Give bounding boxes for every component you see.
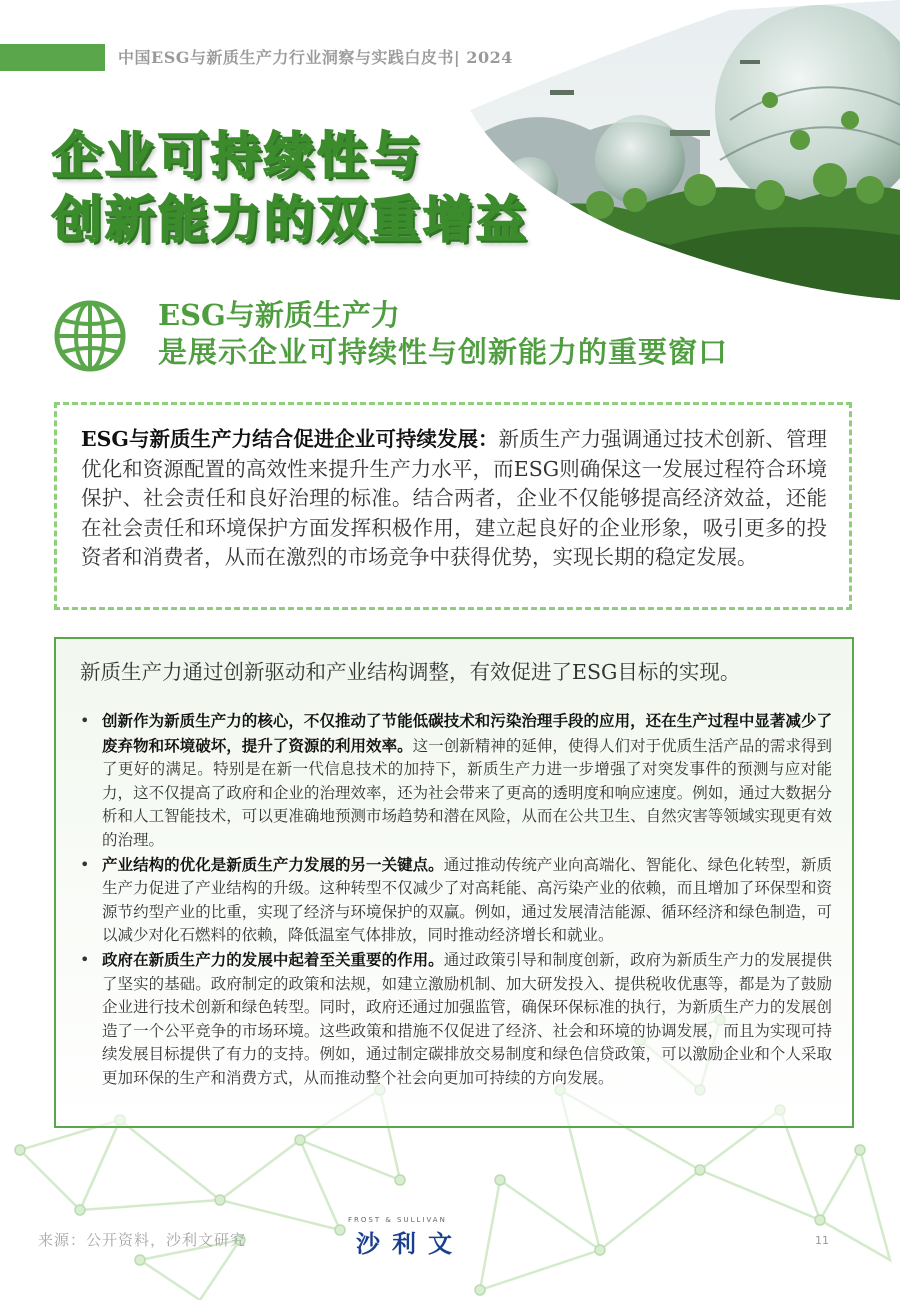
bullet-bold: 产业结构的优化是新质生产力发展的另一关键点。 [102,854,444,874]
globe-icon [52,298,128,374]
page-number: 11 [815,1234,829,1247]
title-line-1: 企业可持续性与 [52,126,423,185]
section-subtitle-2: 是展示企业可持续性与创新能力的重要窗口 [158,335,729,369]
bullet-text: 这一创新精神的延伸，使得人们对于优质生活产品的需求得到了更好的满足。特别是在新一代信息技术的加持下，新质生产力进一步增强了对突发事件的预测与应对能力，这不仅提高了政府和企业的治理效率，还为社会带来了更高的透明度和响应速度。例如，通过大数据分析和人工智能技术，可以更准确地预测市场趋势和潜在风险，从而在公共卫生、自然灾害等领域实现更有效的治理。 [102,736,832,849]
detail-bullet-list [80,709,832,1091]
summary-box [54,402,852,610]
header-accent-bar [0,44,105,71]
bullet-text: 通过政策引导和制度创新，政府为新质生产力的发展提供了坚实的基础。政府制定的政策和法规，如建立激励机制、加大研发投入、提供税收优惠等，都是为了鼓励企业进行技术创新和绿色转型。同时，政府还通过加强监管，确保环保标准的执行，为新质生产力的发展创造了一个公平竞争的市场环境。这些政策和措施不仅促进了经济、社会和环境的协调发展，而且为实现可持续发展目标提供了有力的支持。例如，通过制定碳排放交易制度和绿色信贷政策，可以激励企业和个人采取更加环保的生产和消费方式，从而推动整个社会向更加可持续的方向发展。 [102,950,832,1087]
page-title [52,124,529,252]
detail-box [54,637,854,1128]
summary-lead: ESG与新质生产力结合促进企业可持续发展： [81,427,499,451]
bullet-text: 通过推动传统产业向高端化、智能化、绿色化转型，新质生产力促进了产业结构的升级。这种转型不仅减少了对高耗能、高污染产业的依赖，而且增加了环保型和资源节约型产业的比重，实现了经济与环境保护的双赢。例如，通过发展清洁能源、循环经济和绿色制造，可以减少对化石燃料的依赖，降低温室气体排放，同时推动经济增长和就业。 [102,855,832,945]
source-note: 来源：公开资料，沙利文研究 [38,1231,247,1249]
logo-subtext: FROST & SULLIVAN [348,1216,447,1224]
summary-paragraph [81,425,827,573]
section-subtitle-1: ESG与新质生产力 [158,298,400,332]
summary-body: 新质生产力强调通过技术创新、管理优化和资源配置的高效性来提升生产力水平，而ESG则确保这一发展过程符合环境保护、社会责任和良好治理的标准。结合两者，企业不仅能够提高经济效益，还能在社会责任和环境保护方面发挥积极作用，建立起良好的企业形象，吸引更多的投资者和消费者，从而在激烈的市场竞争中获得优势，实现长期的稳定发展。 [81,427,827,569]
list-item [80,853,832,948]
bullet-icon: • [80,949,90,969]
document-header: 中国ESG与新质生产力行业洞察与实践白皮书| 2024 [118,48,513,67]
eco-city-illustration [470,0,900,300]
company-logo: 沙利文 [356,1230,464,1258]
detail-intro: 新质生产力通过创新驱动和产业结构调整，有效促进了ESG目标的实现。 [80,660,741,684]
bullet-bold: 创新作为新质生产力的核心，不仅推动了节能低碳技术和污染治理手段的应用，还在生产过程中显著减少了废弃物和环境破坏，提升了资源的利用效率。 [102,711,832,755]
title-line-2: 创新能力的双重增益 [52,190,529,249]
list-item [80,948,832,1091]
bullet-bold: 政府在新质生产力的发展中起着至关重要的作用。 [102,949,444,969]
list-item [80,709,832,853]
bullet-icon: • [80,854,90,874]
bullet-icon: • [80,711,90,730]
